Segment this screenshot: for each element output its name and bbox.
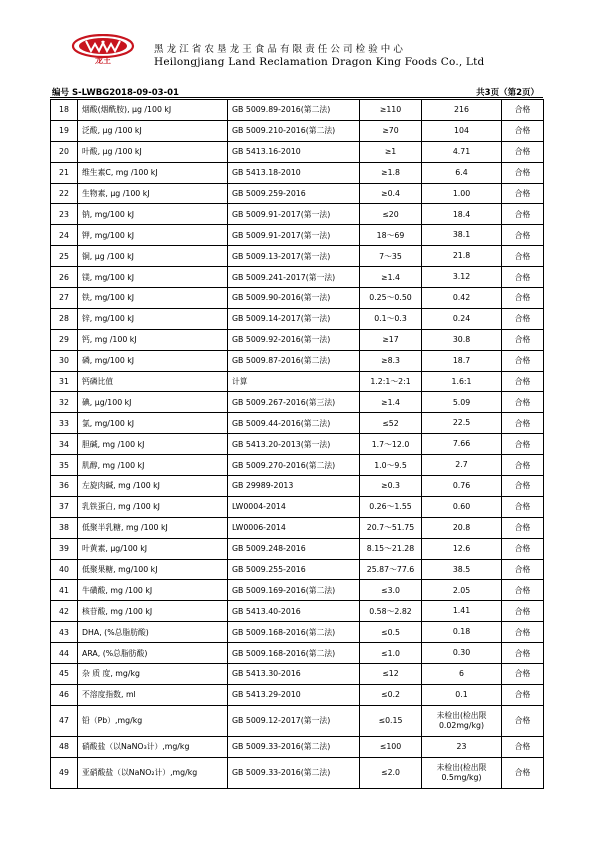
item-no-cell: 48 xyxy=(51,736,78,757)
test-result-cell: 22.5 xyxy=(422,413,502,434)
requirement-cell: ≥17 xyxy=(360,329,422,350)
item-no-cell: 22 xyxy=(51,183,78,204)
requirement-cell: ≥1.4 xyxy=(360,267,422,288)
test-result-cell: 20.8 xyxy=(422,517,502,538)
item-name-cell: 亚硝酸盐（以NaNO₂计）,mg/kg xyxy=(78,757,228,788)
item-no-cell: 23 xyxy=(51,204,78,225)
header-rule xyxy=(50,97,543,98)
item-no-cell: 32 xyxy=(51,392,78,413)
requirement-cell: 0.58～2.82 xyxy=(360,601,422,622)
table-row xyxy=(51,455,544,476)
conclusion-cell: 合格 xyxy=(502,580,544,601)
conclusion-cell: 合格 xyxy=(502,684,544,705)
requirement-cell: 25.87～77.6 xyxy=(360,559,422,580)
conclusion-cell: 合格 xyxy=(502,308,544,329)
org-name-cn: 黑龙江省农垦龙王食品有限责任公司检验中心 xyxy=(154,44,407,55)
table-row xyxy=(51,622,544,643)
requirement-cell: 0.25～0.50 xyxy=(360,288,422,309)
conclusion-cell: 合格 xyxy=(502,350,544,371)
table-row xyxy=(51,267,544,288)
item-name-cell: 胆碱, mg /100 kJ xyxy=(78,434,228,455)
requirement-cell: 0.26～1.55 xyxy=(360,496,422,517)
test-method-cell: GB 5009.89-2016(第二法) xyxy=(228,100,360,121)
test-method-cell: GB 5009.87-2016(第二法) xyxy=(228,350,360,371)
item-no-cell: 30 xyxy=(51,350,78,371)
test-result-cell: 18.7 xyxy=(422,350,502,371)
item-no-cell: 49 xyxy=(51,757,78,788)
conclusion-cell: 合格 xyxy=(502,434,544,455)
page-info: 共3页（第2页） xyxy=(476,88,539,98)
item-name-cell: 铜, µg /100 kJ xyxy=(78,246,228,267)
requirement-cell: 1.7～12.0 xyxy=(360,434,422,455)
conclusion-cell: 合格 xyxy=(502,538,544,559)
item-name-cell: 杂 质 度, mg/kg xyxy=(78,664,228,685)
item-name-cell: 氯, mg/100 kJ xyxy=(78,413,228,434)
table-row xyxy=(51,141,544,162)
test-method-cell: GB 5009.90-2016(第一法) xyxy=(228,288,360,309)
test-method-cell: GB 5009.259-2016 xyxy=(228,183,360,204)
requirement-cell: ≥70 xyxy=(360,120,422,141)
test-result-cell: 5.09 xyxy=(422,392,502,413)
conclusion-cell: 合格 xyxy=(502,601,544,622)
conclusion-cell: 合格 xyxy=(502,204,544,225)
item-no-cell: 42 xyxy=(51,601,78,622)
table-row xyxy=(51,538,544,559)
conclusion-cell: 合格 xyxy=(502,643,544,664)
test-result-cell: 6.4 xyxy=(422,162,502,183)
test-method-cell: GB 5413.16-2010 xyxy=(228,141,360,162)
conclusion-cell: 合格 xyxy=(502,476,544,497)
test-method-cell: GB 5413.18-2010 xyxy=(228,162,360,183)
conclusion-cell: 合格 xyxy=(502,757,544,788)
test-result-cell: 30.8 xyxy=(422,329,502,350)
requirement-cell: ≥1.8 xyxy=(360,162,422,183)
requirement-cell: ≤0.5 xyxy=(360,622,422,643)
item-name-cell: 镁, mg/100 kJ xyxy=(78,267,228,288)
table-row xyxy=(51,643,544,664)
test-result-cell: 3.12 xyxy=(422,267,502,288)
test-method-cell: GB 5009.33-2016(第二法) xyxy=(228,757,360,788)
test-method-cell: GB 5413.20-2013(第一法) xyxy=(228,434,360,455)
table-row xyxy=(51,350,544,371)
requirement-cell: ≥8.3 xyxy=(360,350,422,371)
test-result-cell: 104 xyxy=(422,120,502,141)
table-row xyxy=(51,601,544,622)
item-name-cell: 维生素C, mg /100 kJ xyxy=(78,162,228,183)
item-name-cell: 烟酸(烟酰胺), µg /100 kJ xyxy=(78,100,228,121)
table-row xyxy=(51,100,544,121)
requirement-cell: ≤2.0 xyxy=(360,757,422,788)
test-method-cell: GB 5413.40-2016 xyxy=(228,601,360,622)
item-no-cell: 38 xyxy=(51,517,78,538)
test-result-cell: 216 xyxy=(422,100,502,121)
requirement-cell: ≥0.4 xyxy=(360,183,422,204)
test-result-cell: 0.76 xyxy=(422,476,502,497)
requirement-cell: ≤20 xyxy=(360,204,422,225)
test-result-cell: 7.66 xyxy=(422,434,502,455)
requirement-cell: 18～69 xyxy=(360,225,422,246)
conclusion-cell: 合格 xyxy=(502,371,544,392)
test-method-cell: GB 5009.270-2016(第二法) xyxy=(228,455,360,476)
table-row xyxy=(51,434,544,455)
table-row xyxy=(51,496,544,517)
test-result-cell: 2.7 xyxy=(422,455,502,476)
conclusion-cell: 合格 xyxy=(502,329,544,350)
item-name-cell: 低聚半乳糖, mg /100 kJ xyxy=(78,517,228,538)
table-row xyxy=(51,736,544,757)
test-result-cell: 38.5 xyxy=(422,559,502,580)
test-result-cell: 2.05 xyxy=(422,580,502,601)
table-row xyxy=(51,204,544,225)
item-name-cell: 核苷酸, mg /100 kJ xyxy=(78,601,228,622)
item-no-cell: 29 xyxy=(51,329,78,350)
item-name-cell: DHA, (%总脂肪酸) xyxy=(78,622,228,643)
item-no-cell: 36 xyxy=(51,476,78,497)
test-method-cell: GB 5009.255-2016 xyxy=(228,559,360,580)
test-result-cell: 1.00 xyxy=(422,183,502,204)
conclusion-cell: 合格 xyxy=(502,664,544,685)
conclusion-cell: 合格 xyxy=(502,392,544,413)
item-name-cell: 肌醇, mg /100 kJ xyxy=(78,455,228,476)
test-method-cell: GB 5009.241-2017(第一法) xyxy=(228,267,360,288)
item-name-cell: 牛磺酸, mg /100 kJ xyxy=(78,580,228,601)
item-no-cell: 43 xyxy=(51,622,78,643)
item-name-cell: 铁, mg/100 kJ xyxy=(78,288,228,309)
item-name-cell: 钾, mg/100 kJ xyxy=(78,225,228,246)
conclusion-cell: 合格 xyxy=(502,705,544,736)
test-result-cell: 21.8 xyxy=(422,246,502,267)
requirement-cell: ≤0.2 xyxy=(360,684,422,705)
item-name-cell: 钙磷比值 xyxy=(78,371,228,392)
table-row xyxy=(51,308,544,329)
test-method-cell: GB 5009.91-2017(第一法) xyxy=(228,225,360,246)
item-name-cell: 左旋肉碱, mg /100 kJ xyxy=(78,476,228,497)
conclusion-cell: 合格 xyxy=(502,455,544,476)
test-result-cell: 18.4 xyxy=(422,204,502,225)
item-no-cell: 24 xyxy=(51,225,78,246)
conclusion-cell: 合格 xyxy=(502,162,544,183)
table-row xyxy=(51,392,544,413)
item-name-cell: ARA, (%总脂肪酸) xyxy=(78,643,228,664)
test-method-cell: GB 5009.44-2016(第二法) xyxy=(228,413,360,434)
conclusion-cell: 合格 xyxy=(502,288,544,309)
table-row xyxy=(51,162,544,183)
test-result-cell: 1.6:1 xyxy=(422,371,502,392)
conclusion-cell: 合格 xyxy=(502,267,544,288)
test-method-cell: GB 5009.14-2017(第一法) xyxy=(228,308,360,329)
item-name-cell: 叶黄素, µg/100 kJ xyxy=(78,538,228,559)
item-name-cell: 碘, µg/100 kJ xyxy=(78,392,228,413)
item-name-cell: 磷, mg/100 kJ xyxy=(78,350,228,371)
item-no-cell: 18 xyxy=(51,100,78,121)
test-method-cell: GB 5009.168-2016(第二法) xyxy=(228,622,360,643)
table-row xyxy=(51,120,544,141)
conclusion-cell: 合格 xyxy=(502,141,544,162)
test-result-cell: 23 xyxy=(422,736,502,757)
item-name-cell: 锌, mg/100 kJ xyxy=(78,308,228,329)
item-no-cell: 37 xyxy=(51,496,78,517)
requirement-cell: ≤3.0 xyxy=(360,580,422,601)
company-logo xyxy=(70,34,136,64)
test-method-cell: GB 5009.33-2016(第二法) xyxy=(228,736,360,757)
test-method-cell: 计算 xyxy=(228,371,360,392)
item-no-cell: 47 xyxy=(51,705,78,736)
table-row xyxy=(51,371,544,392)
test-result-cell: 12.6 xyxy=(422,538,502,559)
item-name-cell: 生物素, µg /100 kJ xyxy=(78,183,228,204)
item-no-cell: 21 xyxy=(51,162,78,183)
item-name-cell: 叶酸, µg /100 kJ xyxy=(78,141,228,162)
test-method-cell: LW0006-2014 xyxy=(228,517,360,538)
item-no-cell: 31 xyxy=(51,371,78,392)
item-no-cell: 20 xyxy=(51,141,78,162)
conclusion-cell: 合格 xyxy=(502,413,544,434)
test-method-cell: GB 5009.13-2017(第一法) xyxy=(228,246,360,267)
requirement-cell: 1.0～9.5 xyxy=(360,455,422,476)
item-no-cell: 34 xyxy=(51,434,78,455)
requirement-cell: 8.15～21.28 xyxy=(360,538,422,559)
results-body xyxy=(51,100,544,789)
test-result-cell: 0.42 xyxy=(422,288,502,309)
test-result-cell: 6 xyxy=(422,664,502,685)
item-name-cell: 钙, mg /100 kJ xyxy=(78,329,228,350)
item-name-cell: 不溶度指数, ml xyxy=(78,684,228,705)
item-no-cell: 33 xyxy=(51,413,78,434)
test-method-cell: LW0004-2014 xyxy=(228,496,360,517)
item-no-cell: 19 xyxy=(51,120,78,141)
test-result-cell: 0.60 xyxy=(422,496,502,517)
item-no-cell: 25 xyxy=(51,246,78,267)
conclusion-cell: 合格 xyxy=(502,736,544,757)
requirement-cell: ≤1.0 xyxy=(360,643,422,664)
conclusion-cell: 合格 xyxy=(502,517,544,538)
table-row xyxy=(51,225,544,246)
test-result-cell: 38.1 xyxy=(422,225,502,246)
item-no-cell: 45 xyxy=(51,664,78,685)
requirement-cell: 1.2:1～2:1 xyxy=(360,371,422,392)
requirement-cell: 0.1～0.3 xyxy=(360,308,422,329)
requirement-cell: ≤0.15 xyxy=(360,705,422,736)
table-row xyxy=(51,183,544,204)
test-result-cell: 未检出(检出限0.5mg/kg) xyxy=(422,757,502,788)
requirement-cell: ≤100 xyxy=(360,736,422,757)
table-row xyxy=(51,413,544,434)
item-no-cell: 27 xyxy=(51,288,78,309)
test-result-cell: 0.1 xyxy=(422,684,502,705)
requirement-cell: ≤52 xyxy=(360,413,422,434)
item-name-cell: 泛酸, µg /100 kJ xyxy=(78,120,228,141)
conclusion-cell: 合格 xyxy=(502,225,544,246)
test-method-cell: GB 5009.248-2016 xyxy=(228,538,360,559)
conclusion-cell: 合格 xyxy=(502,120,544,141)
requirement-cell: ≥110 xyxy=(360,100,422,121)
requirement-cell: ≥1 xyxy=(360,141,422,162)
item-name-cell: 硝酸盐（以NaNO₃计）,mg/kg xyxy=(78,736,228,757)
test-method-cell: GB 5009.12-2017(第一法) xyxy=(228,705,360,736)
test-method-cell: GB 5009.210-2016(第二法) xyxy=(228,120,360,141)
test-method-cell: GB 5009.169-2016(第二法) xyxy=(228,580,360,601)
table-row xyxy=(51,580,544,601)
item-no-cell: 39 xyxy=(51,538,78,559)
table-row xyxy=(51,559,544,580)
requirement-cell: 20.7～51.75 xyxy=(360,517,422,538)
table-row xyxy=(51,757,544,788)
conclusion-cell: 合格 xyxy=(502,622,544,643)
conclusion-cell: 合格 xyxy=(502,246,544,267)
item-name-cell: 钠, mg/100 kJ xyxy=(78,204,228,225)
item-no-cell: 40 xyxy=(51,559,78,580)
test-method-cell: GB 5009.91-2017(第一法) xyxy=(228,204,360,225)
table-row xyxy=(51,664,544,685)
table-row xyxy=(51,684,544,705)
conclusion-cell: 合格 xyxy=(502,559,544,580)
item-no-cell: 41 xyxy=(51,580,78,601)
conclusion-cell: 合格 xyxy=(502,100,544,121)
item-no-cell: 35 xyxy=(51,455,78,476)
item-name-cell: 铅（Pb）,mg/kg xyxy=(78,705,228,736)
item-name-cell: 低聚果糖, mg/100 kJ xyxy=(78,559,228,580)
table-row xyxy=(51,517,544,538)
table-row xyxy=(51,288,544,309)
item-name-cell: 乳铁蛋白, mg /100 kJ xyxy=(78,496,228,517)
test-result-cell: 0.18 xyxy=(422,622,502,643)
results-table xyxy=(50,99,544,789)
requirement-cell: ≥0.3 xyxy=(360,476,422,497)
test-method-cell: GB 5413.29-2010 xyxy=(228,684,360,705)
conclusion-cell: 合格 xyxy=(502,496,544,517)
org-name-en: Heilongjiang Land Reclamation Dragon King Foods Co., Ltd xyxy=(154,56,485,68)
logo-text: 龙王 xyxy=(95,56,111,64)
table-row xyxy=(51,705,544,736)
test-method-cell: GB 5009.168-2016(第二法) xyxy=(228,643,360,664)
test-method-cell: GB 5413.30-2016 xyxy=(228,664,360,685)
test-result-cell: 0.30 xyxy=(422,643,502,664)
requirement-cell: 7～35 xyxy=(360,246,422,267)
table-row xyxy=(51,476,544,497)
table-row xyxy=(51,329,544,350)
item-no-cell: 44 xyxy=(51,643,78,664)
item-no-cell: 46 xyxy=(51,684,78,705)
test-method-cell: GB 5009.92-2016(第一法) xyxy=(228,329,360,350)
test-result-cell: 4.71 xyxy=(422,141,502,162)
table-row xyxy=(51,246,544,267)
test-result-cell: 1.41 xyxy=(422,601,502,622)
test-result-cell: 未检出(检出限0.02mg/kg) xyxy=(422,705,502,736)
test-result-cell: 0.24 xyxy=(422,308,502,329)
item-no-cell: 28 xyxy=(51,308,78,329)
item-no-cell: 26 xyxy=(51,267,78,288)
report-number: 编号 S-LWBG2018-09-03-01 xyxy=(52,88,179,98)
requirement-cell: ≥1.4 xyxy=(360,392,422,413)
requirement-cell: ≤12 xyxy=(360,664,422,685)
test-method-cell: GB 5009.267-2016(第三法) xyxy=(228,392,360,413)
conclusion-cell: 合格 xyxy=(502,183,544,204)
test-method-cell: GB 29989-2013 xyxy=(228,476,360,497)
